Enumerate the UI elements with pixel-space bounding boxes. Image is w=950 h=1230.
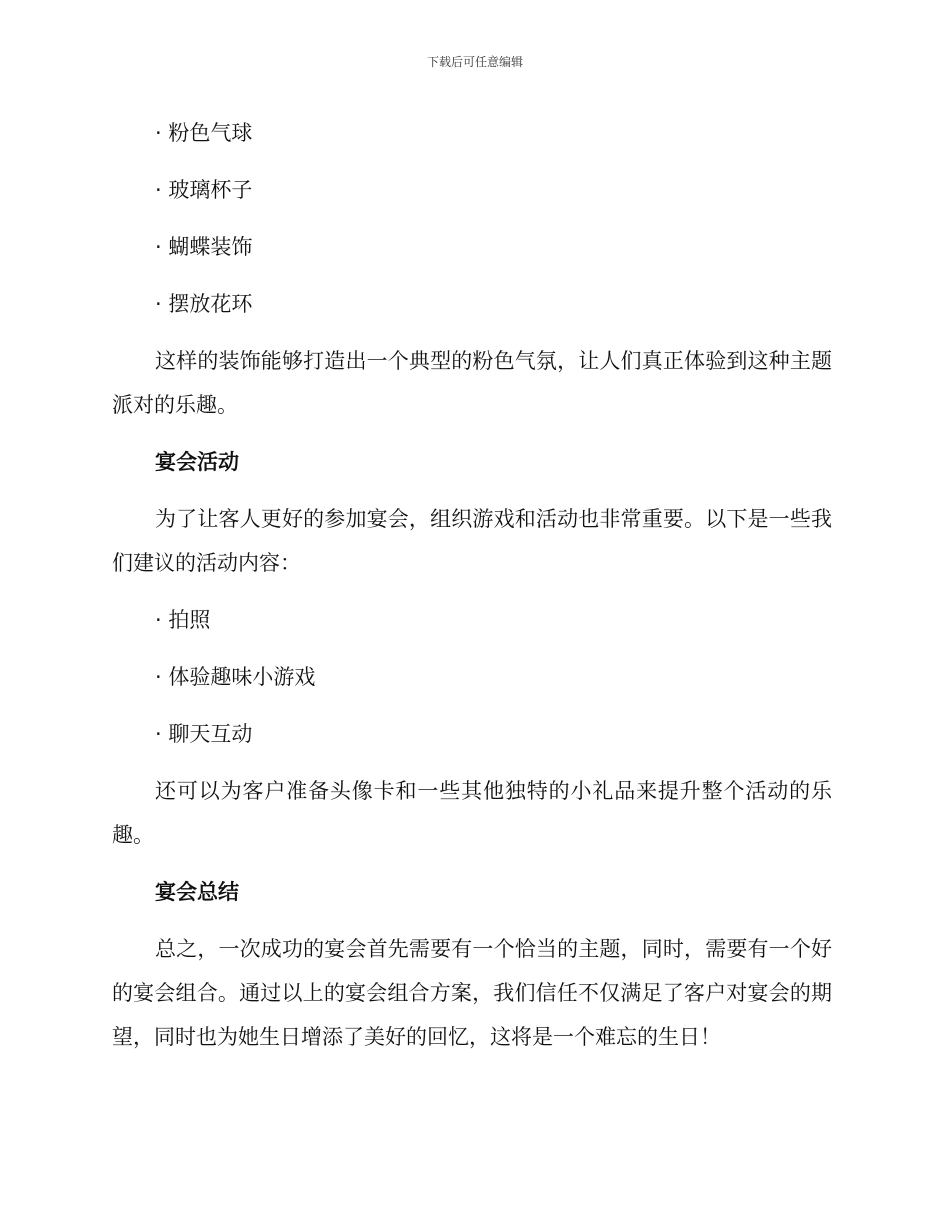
paragraph-activities-intro: 为了让客人更好的参加宴会，组织游戏和活动也非常重要。以下是一些我们建议的活动内容：	[112, 507, 832, 575]
list-item: · 玻璃杯子	[155, 178, 253, 202]
document-body	[112, 111, 832, 1072]
list-item: · 体验趣味小游戏	[155, 665, 316, 689]
page-header: 下载后可任意编辑	[426, 55, 523, 69]
paragraph-gifts: 还可以为客户准备头像卡和一些其他独特的小礼品来提升整个活动的乐趣。	[112, 779, 832, 847]
list-item: · 聊天互动	[155, 722, 253, 746]
list-item: · 蝴蝶装饰	[155, 235, 253, 259]
list-item: · 摆放花环	[155, 292, 253, 316]
paragraph-decoration-summary: 这样的装饰能够打造出一个典型的粉色气氛，让人们真正体验到这种主题派对的乐趣。	[112, 349, 832, 417]
section-heading-activities: 宴会活动	[155, 450, 239, 474]
section-heading-summary: 宴会总结	[155, 880, 239, 904]
paragraph-conclusion: 总之，一次成功的宴会首先需要有一个恰当的主题，同时，需要有一个好的宴会组合。通过以上的宴会组合方案，我们信任不仅满足了客户对宴会的期望，同时也为她生日增添了美好的回忆，这将是一个难忘的生日！	[112, 937, 832, 1049]
list-item: · 拍照	[155, 608, 211, 632]
list-item: · 粉色气球	[155, 121, 253, 145]
